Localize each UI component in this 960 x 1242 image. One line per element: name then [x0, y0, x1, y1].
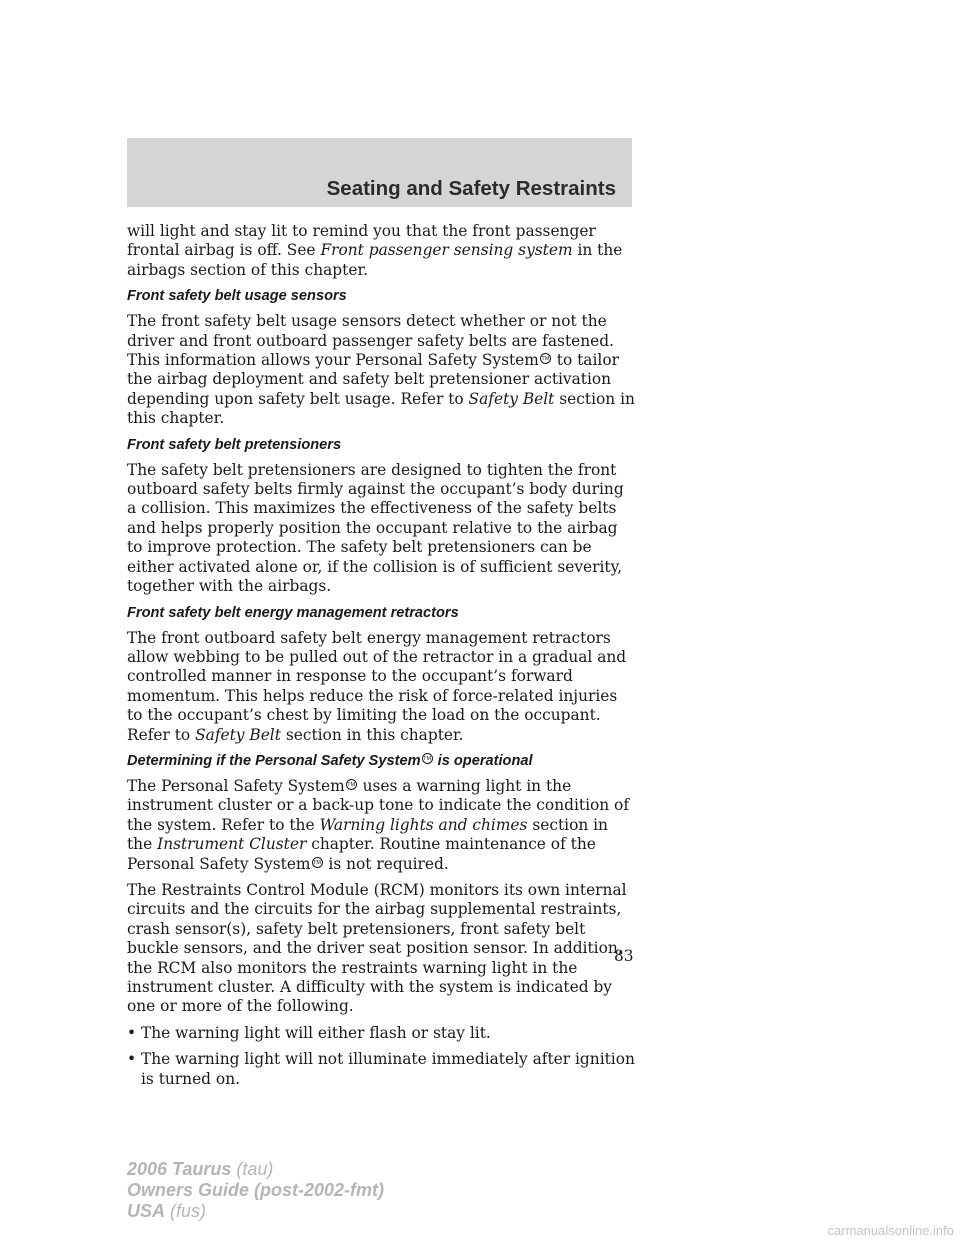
trademark-icon: TM — [312, 857, 323, 868]
text-segment: section in this chapter. — [127, 389, 635, 428]
list-item-text: The warning light will not illuminate immediately after ignition is turned on. — [141, 1050, 635, 1088]
page-content — [127, 222, 637, 1096]
paragraph-usage-sensors — [127, 312, 637, 428]
text-segment: section in the — [127, 815, 608, 854]
site-watermark: carmanualsonline.info — [827, 1223, 954, 1238]
list-item-text: The warning light will either flash or stay lit. — [141, 1023, 491, 1042]
footer-code: (tau) — [231, 1159, 274, 1179]
heading-operational — [127, 752, 637, 771]
heading-pretensioners: Front safety belt pretensioners — [127, 436, 342, 453]
footer-line — [127, 1159, 384, 1180]
chapter-title: Seating and Safety Restraints — [326, 177, 616, 200]
heading-usage-sensors: Front safety belt usage sensors — [127, 288, 347, 305]
text-segment: section in this chapter. — [280, 725, 464, 744]
footer-line — [127, 1201, 384, 1222]
paragraph-operational — [127, 777, 637, 874]
text-segment: in the airbags section of this chapter. — [127, 241, 623, 279]
footer-code: (fus) — [165, 1201, 207, 1221]
list-item — [127, 1024, 637, 1043]
footer-model: 2006 Taurus — [127, 1159, 232, 1179]
bullet-icon: • — [127, 1050, 137, 1069]
cross-reference: Safety Belt — [195, 725, 281, 744]
text-segment: is operational — [433, 752, 533, 769]
symptom-list — [127, 1024, 637, 1089]
text-segment: The front outboard safety belt energy management retractors allow webbing to be pulled out of the retractor in a gradual and controlled manner in response to the occupant’s forward momentum. This helps reduce the risk of force-related injuries to the occupant’s chest by limiting the load on the occupant. Refer to — [127, 628, 627, 744]
cross-reference: Instrument Cluster — [157, 835, 307, 854]
chapter-header-band — [127, 138, 632, 207]
trademark-icon: TM — [422, 753, 433, 764]
list-item — [127, 1050, 637, 1089]
trademark-icon: TM — [540, 353, 551, 364]
text-segment: to tailor the airbag deployment and safety belt pretensioner activation depending upon safety belt usage. Refer to — [127, 351, 619, 408]
cross-reference: Safety Belt — [468, 389, 555, 408]
document-footer — [127, 1159, 384, 1222]
text-segment: will light and stay lit to remind you that the front passenger frontal airbag is off. See — [127, 222, 596, 260]
text-segment: The front safety belt usage sensors detect whether or not the driver and front outboard passenger safety belts are fastened. This information allows your Personal Safety System — [127, 312, 615, 370]
footer-market: USA — [127, 1201, 166, 1221]
cross-reference: Warning lights and chimes — [319, 815, 528, 834]
footer-line: Owners Guide (post-2002-fmt) — [127, 1180, 385, 1200]
paragraph-airbag-off — [127, 222, 637, 280]
heading-retractors: Front safety belt energy management retractors — [127, 604, 459, 621]
text-segment: Determining if the Personal Safety System — [127, 752, 421, 769]
text-segment: chapter. Routine maintenance of the Personal Safety System — [127, 835, 596, 873]
paragraph-pretensioners: The safety belt pretensioners are designed to tighten the front outboard safety belts firmly against the occupant’s body during a collision. This maximizes the effectiveness of the safety belts and helps properly position the occupant relative to the airbag to improve protection. The safety belt pretensioners can be either activated alone or, if the collision is of sufficient severity, together with the airbags. — [127, 460, 624, 596]
page-number: 83 — [614, 947, 634, 965]
paragraph-rcm: The Restraints Control Module (RCM) monitors its own internal circuits and the circuits for the airbag supplemental restraints, crash sensor(s), safety belt pretensioners, front safety belt buckle sensors, and the driver seat position sensor. In addition, the RCM also monitors the restraints warning light in the instrument cluster. A difficulty with the system is indicated by one or more of the following. — [127, 880, 627, 1016]
text-segment: uses a warning light in the instrument cluster or a back-up tone to indicate the condition of the system. Refer to the — [127, 776, 630, 834]
bullet-icon: • — [127, 1023, 137, 1042]
text-segment: is not required. — [323, 854, 449, 873]
text-segment: The Personal Safety System — [127, 776, 345, 795]
cross-reference: Front passenger sensing system — [320, 241, 573, 260]
paragraph-retractors — [127, 629, 637, 745]
trademark-icon: TM — [346, 779, 357, 790]
